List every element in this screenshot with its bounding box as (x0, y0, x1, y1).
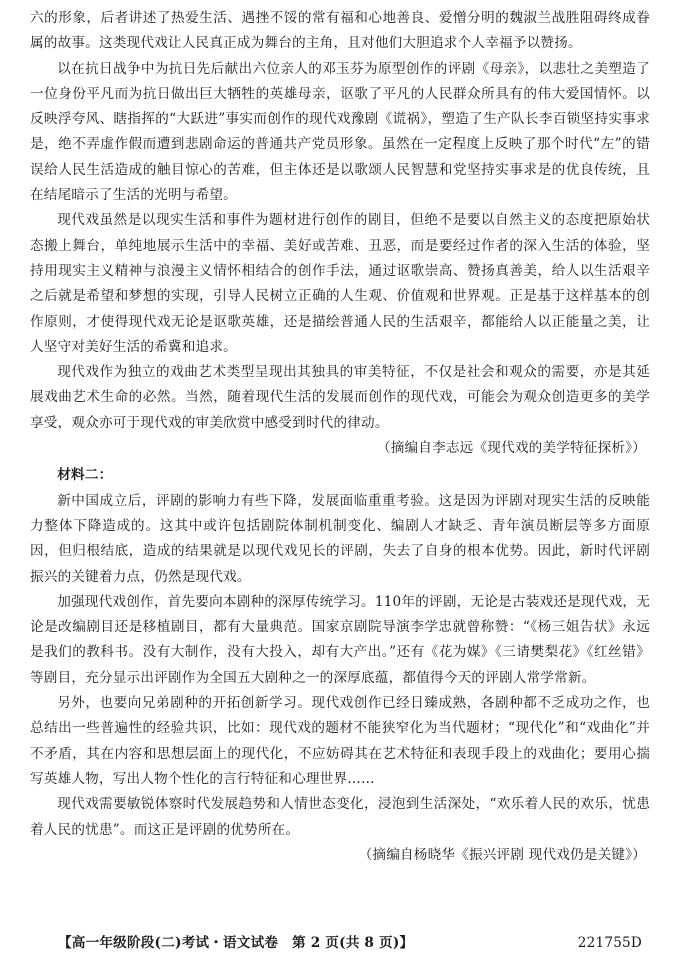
paragraph-6: 加强现代戏创作，首先要向本剧种的深厚传统学习。110年的评剧，无论是古装戏还是现代戏，无论是改编剧目还是移植剧目，都有大量典范。国家京剧院导演李学忠就曾称赞：“《杨三姐告状》永远是我们的教科书。没有大制作，没有大投入，却有大产出。”还有《花为媒》《三请樊梨花》《红丝错》等剧目，充分显示出评剧作为全国五大剧种之一的深厚底蕴，都值得今天的评剧人常学常新。 (30, 593, 650, 686)
paragraph-1: 六的形象，后者讲述了热爱生活、遇挫不馁的常有福和心地善良、爱憎分明的魏淑兰战胜阻碍终成眷属的故事。这类现代戏让人民真正成为舞台的主角，且对他们大胆追求个人幸福予以赞扬。 (30, 10, 650, 52)
section-heading-material-2: 材料二： (57, 467, 113, 484)
paragraph-5: 新中国成立后，评剧的影响力有些下降，发展面临重重考验。这是因为评剧对现实生活的反映能力整体下降造成的。这其中或许包括剧院体制机制变化、编剧人才缺乏、青年演员断层等多方面原因，但归根结底，造成的结果就是以现代戏见长的评剧，失去了自身的根本优势。因此，新时代评剧振兴的关键着力点，仍然是现代戏。 (30, 492, 650, 585)
paragraph-7: 另外，也要向兄弟剧种的开拓创新学习。现代戏创作已经日臻成熟，各剧种都不乏成功之作，也总结出一些普遍性的经验共识，比如：现代戏的题材不能狭窄化为当代题材；“现代化”和“戏曲化”并不矛盾，其在内容和思想层面上的现代化，不应妨碍其在艺术特征和表现手段上的戏曲化；要用心揣写英雄人物，写出人物个性化的言行特征和心理世界…… (30, 695, 650, 787)
paragraph-4: 现代戏作为独立的戏曲艺术类型呈现出其独具的审美特征，不仅是社会和观众的需要，亦是其延展戏曲艺术生命的必然。当然，随着现代生活的发展而创作的现代戏，可能会为观众创造更多的美学享受，观众亦可于现代戏的审美欣赏中感受到时代的律动。 (30, 364, 650, 431)
source-citation-1: （摘编自李志远《现代戏的美学特征探析》） (376, 440, 646, 457)
paragraph-2: 以在抗日战争中为抗日先后献出六位亲人的邓玉芬为原型创作的评剧《母亲》，以悲壮之美塑造了一位身份平凡而为抗日做出巨大牺牲的英雄母亲，讴歌了平凡的人民群众所具有的伟大爱国情怀。以反映浮夸风、瞎指挥的“大跃进”事实而创作的现代戏豫剧《谎祸》，塑造了生产队长李百锁坚持实事求是，绝不弄虚作假而遭到悲剧命运的普通共产党员形象。虽然在一定程度上反映了那个时代“左”的错误给人民生活造成的触目惊心的苦难，但主体还是以歌颂人民智慧和党坚持实事求是的优良传统，且在结尾暗示了生活的光明与希望。 (30, 60, 650, 204)
article-body (30, 6, 650, 868)
exam-code: 221755D (577, 935, 642, 951)
page-footer (30, 930, 650, 956)
exam-footer-label: 【高一年级阶段(二)考试・语文试卷 第 2 页(共 8 页)】 (58, 935, 414, 951)
paragraph-8: 现代戏需要敏锐体察时代发展趋势和人情世态变化，浸泡到生活深处，“欢乐着人民的欢乐，忧患着人民的忧患”。而这正是评剧的优势所在。 (30, 796, 650, 838)
source-citation-2: （摘编自杨晓华《振兴评剧 现代戏仍是关键》） (358, 846, 646, 863)
paragraph-3: 现代戏虽然是以现实生活和事件为题材进行创作的剧目，但绝不是要以自然主义的态度把原始状态搬上舞台，单纯地展示生活中的幸福、美好或苦难、丑恶，而是要经过作者的深入生活的体验，坚持用现实主义精神与浪漫主义情怀相结合的创作手法，通过讴歌崇高、赞扬真善美，给人以生活艰辛之后就是希望和梦想的实现，引导人民树立正确的人生观、价值观和世界观。正是基于这样基本的创作原则，才使得现代戏无论是讴歌英雄，还是描绘普通人民的生活艰辛，都能给人以正能量之美，让人坚守对美好生活的希冀和追求。 (30, 212, 650, 355)
